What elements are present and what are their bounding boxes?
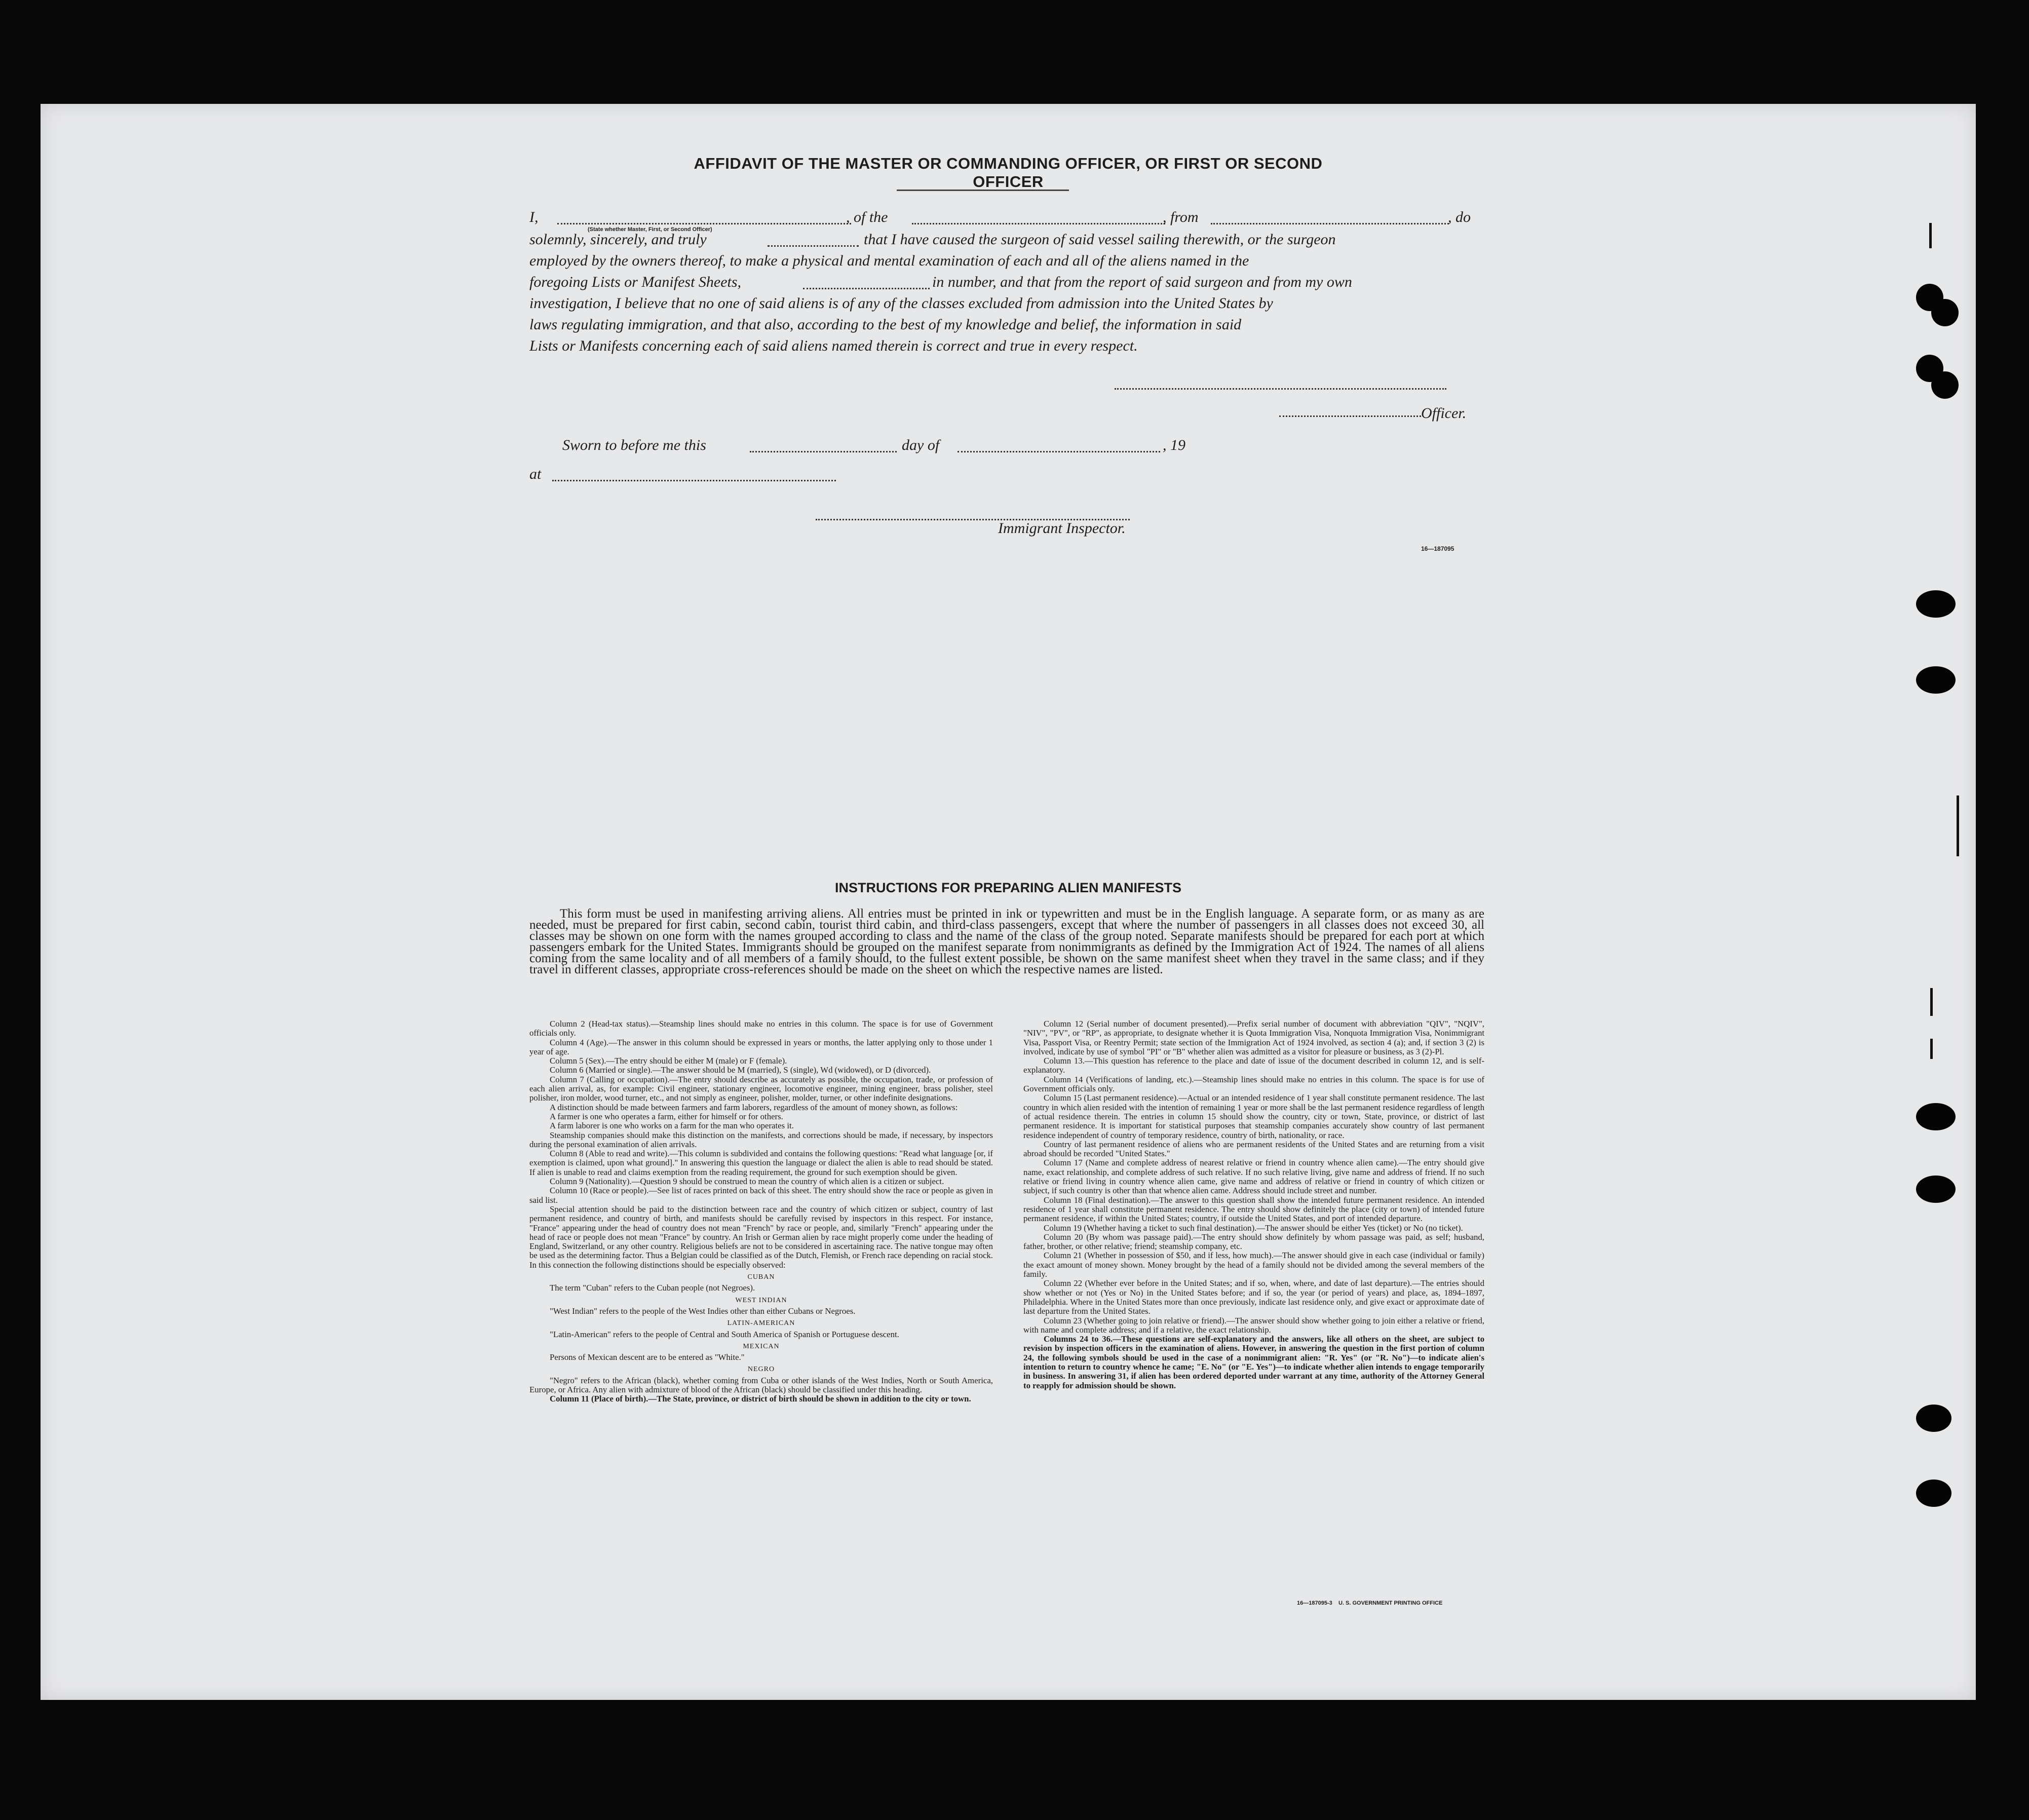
edge-mark <box>1930 988 1933 1016</box>
instruction-paragraph: Column 4 (Age).—The answer in this column should be expressed in years or months, the latter applying only to those under 1 year of age. <box>529 1037 993 1056</box>
affidavit-title: AFFIDAVIT OF THE MASTER OR COMMANDING OFFICER, OR FIRST OR SECOND OFFICER <box>694 155 1323 191</box>
inspector-label: Immigrant Inspector. <box>998 520 1126 537</box>
instruction-paragraph: Column 14 (Verifications of landing, etc.).—Steamship lines should make no entries in this column. The space is for use of Government officials only. <box>1023 1074 1484 1094</box>
instruction-paragraph: Column 6 (Married or single).—The answer should be M (married), S (single), Wd (widowed), or D (divorced). <box>550 1065 931 1075</box>
edge-mark <box>1930 1039 1933 1059</box>
affidavit-text: , of the <box>846 209 888 225</box>
instruction-paragraph: Column 9 (Nationality).—Question 9 should be construed to mean the country of which alien is a citizen or subject. <box>550 1177 944 1187</box>
instruction-paragraph: Column 10 (Race or people).—See list of races printed on back of this sheet. The entry should show the race or people as given in said list. <box>529 1186 993 1205</box>
race-heading: CUBAN <box>747 1273 775 1281</box>
instruction-paragraph: Column 2 (Head-tax status).—Steamship lines should make no entries in this column. The space is for use of Government officials only. <box>529 1019 993 1038</box>
instructions-left-column <box>529 1019 993 1404</box>
sworn-text: Sworn to before me this <box>562 437 706 453</box>
race-definition: "Latin-American" refers to the people of Central and South America of Spanish or Portuguese descent. <box>550 1329 899 1339</box>
instruction-paragraph: Column 19 (Whether having a ticket to such final destination).—The answer should be either Yes (ticket) or No (no ticket). <box>1044 1223 1463 1233</box>
swear-blank[interactable] <box>768 245 859 247</box>
affidavit-text: investigation, I believe that no one of said aliens is of any of the classes excluded from admission into the United States by <box>529 295 1273 312</box>
punch-hole <box>1916 666 1956 694</box>
instruction-paragraph: Column 7 (Calling or occupation).—The entry should describe as accurately as possible, the occupation, trade, or profession of each alien arrival, as, for example: Civil engineer, stationary engineer, locomotive engineer, mining engineer, brass polisher, steel polisher, iron molder, wood turner, etc., and not simply as engineer, polisher, molder, turner, or other indefinite designations. <box>529 1074 993 1103</box>
from-port-blank[interactable] <box>1211 223 1449 224</box>
affidavit-text: laws regulating immigration, and that also, according to the best of my knowledge and belief, the information in said <box>529 316 1242 333</box>
instruction-paragraph: Column 12 (Serial number of document presented).—Prefix serial number of document with abbreviation "QIV", "NQIV", "NIV", "PV", or "RP", as appropriate, to designate whether it is Quota Immigration Visa, Nonquota Immigration Visa, Nonimmigrant Visa, Passport Visa, or Reentry Permit; state section of the Immigration Act of 1924 involved, as section 4 (a); and, if section 3 (2) is involved, indicate by use of symbol "PI" or "B" whether alien was admitted as a visitor for pleasure or business, as 3 (2)-Pl. <box>1023 1019 1484 1056</box>
master-officer-blank[interactable] <box>557 223 851 224</box>
instruction-paragraph: Column 21 (Whether in possession of $50, and if less, how much).—The answer should give in each case (individual or family) the exact amount of money shown. Money brought by the head of a family should not be divided among the several members of the family. <box>1023 1250 1484 1279</box>
race-heading: NEGRO <box>747 1366 775 1374</box>
affidavit-text: solemnly, sincerely, and truly <box>529 231 707 248</box>
officer-label: Officer. <box>1421 405 1467 422</box>
instruction-paragraph: Columns 24 to 36.—These questions are self-explanatory and the answers, like all others on the sheet, are subject to revision by inspection officers in the examination of aliens. However, in answering the question in the first portion of column 24, the following symbols should be used in the case of a nonimmigrant alien: "R. Yes" (or "R. No")—to indicate alien's intention to return to country whence he came; "E. No" (or "E. Yes")—to indicate whether alien intends to engage temporarily in business. In answering 31, if alien has been ordered deported under warrant at any time, authority of the Attorney General to reapply for admission should be shown. <box>1023 1334 1484 1390</box>
race-heading: WEST INDIAN <box>735 1296 787 1304</box>
instruction-paragraph: Column 20 (By whom was passage paid).—The entry should show definitely by whom passage was paid, as self; husband, father, brother, or other relative; friend; steamship company, etc. <box>1023 1232 1484 1252</box>
instruction-paragraph: Country of last permanent residence of aliens who are permanent residents of the United States and are returning from a visit abroad should be recorded "United States." <box>1023 1139 1484 1159</box>
vessel-name-blank[interactable] <box>912 223 1165 224</box>
race-heading: LATIN-AMERICAN <box>727 1319 795 1328</box>
affidavit-text: foregoing Lists or Manifest Sheets, <box>529 274 742 290</box>
instruction-paragraph: A farm laborer is one who works on a farm for the man who operates it. <box>550 1121 794 1131</box>
instruction-paragraph: Column 18 (Final destination).—The answer to this question shall show the intended future permanent residence. An intended residence of 1 year shall constitute permanent residence. The entry should show definitely the place (city or town) of intended future permanent residence, if within the United States; country, if outside the United States, and port of intended departure. <box>1023 1195 1484 1224</box>
sheets-count-blank[interactable] <box>803 288 930 289</box>
instruction-paragraph: Column 8 (Able to read and write).—This column is subdivided and contains the following questions: "Read what language [or, if exemption is claimed, upon what ground]." In answering this question the language or dialect the alien is able to read should be stated. If alien is unable to read and claims exemption from the reading requirement, the ground for such exemption should be given. <box>529 1149 993 1177</box>
sworn-month-blank[interactable] <box>958 451 1160 452</box>
punch-hole <box>1916 1176 1956 1203</box>
instruction-paragraph: A distinction should be made between farmers and farm laborers, regardless of the amount of money shown, as follows: <box>550 1102 958 1112</box>
instruction-paragraph: Special attention should be paid to the distinction between race and the country of which citizen or subject, country of last permanent residence, and country of birth, and manifests should be carefully revised by inspectors in this respect. For instance, "France" appearing under the head of country does not mean "French" by race or people, and, similarly "French" appearing under the head of race or people does not mean "France" by country. An Irish or German alien by race might properly come under the heading of England, Switzerland, or any other country. Religious beliefs are not to be considered in ascertaining race. The native tongue may often be used as the determining factor. Thus a Belgian could be classified as of the Dutch, Flemish, or French race depending on racial stock. In this connection the following distinctions should be especially observed: <box>529 1204 993 1270</box>
instruction-paragraph: Column 13.—This question has reference to the place and date of issue of the document described in column 12, and is self-explanatory. <box>1023 1056 1484 1075</box>
race-definition: Persons of Mexican descent are to be entered as "White." <box>550 1352 745 1362</box>
affidavit-text: that I have caused the surgeon of said vessel sailing therewith, or the surgeon <box>864 231 1336 248</box>
edge-mark <box>1929 223 1932 248</box>
punch-hole <box>1931 371 1959 399</box>
sworn-text: day of <box>902 437 940 453</box>
affidavit-text: I, <box>529 209 539 225</box>
edge-mark <box>1957 795 1959 856</box>
form-number: 16—187095 <box>1421 545 1454 552</box>
title-rule <box>897 189 1069 191</box>
sworn-day-blank[interactable] <box>750 451 897 452</box>
punch-hole <box>1931 299 1959 326</box>
instruction-paragraph: Column 17 (Name and complete address of nearest relative or friend in country whence alien came).—The entry should give name, exact relationship, and complete address of such relative. If no such relative living, give name and address of friend. If no such relative or friend living in country whence alien came, give name and address of relative or friend in country of which citizen or subject, if such country is other than that whence alien came. Address should include street and number. <box>1023 1158 1484 1196</box>
instruction-paragraph: Column 23 (Whether going to join relative or friend).—The answer should show whether going to join either a relative or friend, with name and complete address; and if a relative, the exact relationship. <box>1023 1315 1484 1335</box>
blank-note: (State whether Master, First, or Second Officer) <box>588 226 712 233</box>
affidavit-text: , do <box>1448 209 1471 225</box>
at-place-blank[interactable] <box>552 480 836 481</box>
race-definition: "Negro" refers to the African (black), whether coming from Cuba or other islands of the West Indies, North or South America, Europe, or Africa. Any alien with admixture of blood of the African (black) should be classified under this heading. <box>529 1375 993 1394</box>
instruction-paragraph: Column 15 (Last permanent residence).—Actual or an intended residence of 1 year shall constitute permanent residence. The last country in which alien resided with the intention of remaining 1 year or more shall be the last permanent residence regardless of length of actual residence therein. The entries in column 15 should show the country, city or town, State, province, or district of last permanent residence. It is important for statistical purposes that steamship companies accurately show country of last permanent residence independent of country of temporary residence, country of birth, nationality, or race. <box>1023 1093 1484 1140</box>
affidavit-text: in number, and that from the report of said surgeon and from my own <box>932 274 1352 290</box>
sworn-text: , 19 <box>1163 437 1185 453</box>
instruction-paragraph: A farmer is one who operates a farm, either for himself or for others. <box>550 1111 783 1121</box>
printing-office-footer: 16—187095-3 U. S. GOVERNMENT PRINTING OFFICE <box>1297 1600 1443 1606</box>
affidavit-text: Lists or Manifests concerning each of said aliens named therein is correct and true in every respect. <box>529 337 1138 354</box>
instruction-paragraph: Column 22 (Whether ever before in the United States; and if so, when, where, and date of last departure).—The entries should show whether or not (Yes or No) in the United States before; and if so, the year (or period of years) and place, as, 1894–1897, Philadelphia. Where in the United States more than once previously, indicate last residence only, and give exact or approximate date of last departure from the United States. <box>1023 1278 1484 1316</box>
race-definition: "West Indian" refers to the people of the West Indies other than either Cubans or Negroes. <box>550 1306 856 1316</box>
officer-signature-blank[interactable] <box>1115 388 1446 390</box>
punch-hole <box>1916 1405 1951 1432</box>
intro-text: This form must be used in manifesting arriving aliens. All entries must be printed in ink or typewritten and must be in the English language. A separate form, or as many as are needed, must be prepared for first cabin, second cabin, tourist third cabin, and third-class passengers, except that where the number of passengers in all classes does not exceed 30, all classes may be shown on one form with the names grouped according to class and the name of the class of the group noted. Separate manifests should be prepared for each port at which passengers embark for the United States. Immigrants should be grouped on the manifest separate from nonimmigrants as defined by the Immigration Act of 1924. The names of all aliens coming from the same locality and of all members of a family should, to the fullest extent possible, be shown on the same manifest sheet when they travel in the same class; and if they travel in different classes, appropriate cross-references should be made on the sheet on which the respective names are listed. <box>529 907 1484 976</box>
at-label: at <box>529 466 542 482</box>
affidavit-text: employed by the owners thereof, to make a physical and mental examination of each and all of the aliens named in the <box>529 252 1249 269</box>
punch-hole <box>1916 1480 1951 1507</box>
instructions-intro <box>529 908 1484 975</box>
race-definition: The term "Cuban" refers to the Cuban people (not Negroes). <box>550 1283 755 1293</box>
punch-hole <box>1916 1103 1956 1130</box>
instructions-title: INSTRUCTIONS FOR PREPARING ALIEN MANIFESTS <box>834 880 1182 895</box>
instruction-paragraph: Steamship companies should make this distinction on the manifests, and corrections should be made, if necessary, by inspectors during the personal examination of alien arrivals. <box>529 1130 993 1149</box>
affidavit-line-1 <box>529 207 1492 228</box>
instruction-paragraph: Column 5 (Sex).—The entry should be either M (male) or F (female). <box>550 1056 787 1066</box>
instruction-paragraph: Column 11 (Place of birth).—The State, province, or district of birth should be shown in addition to the city or town. <box>550 1394 971 1404</box>
punch-hole <box>1916 590 1956 618</box>
race-heading: MEXICAN <box>743 1342 780 1350</box>
affidavit-text: , from <box>1163 209 1199 225</box>
instructions-right-column <box>1023 1019 1484 1390</box>
officer-title-blank[interactable] <box>1279 415 1421 417</box>
